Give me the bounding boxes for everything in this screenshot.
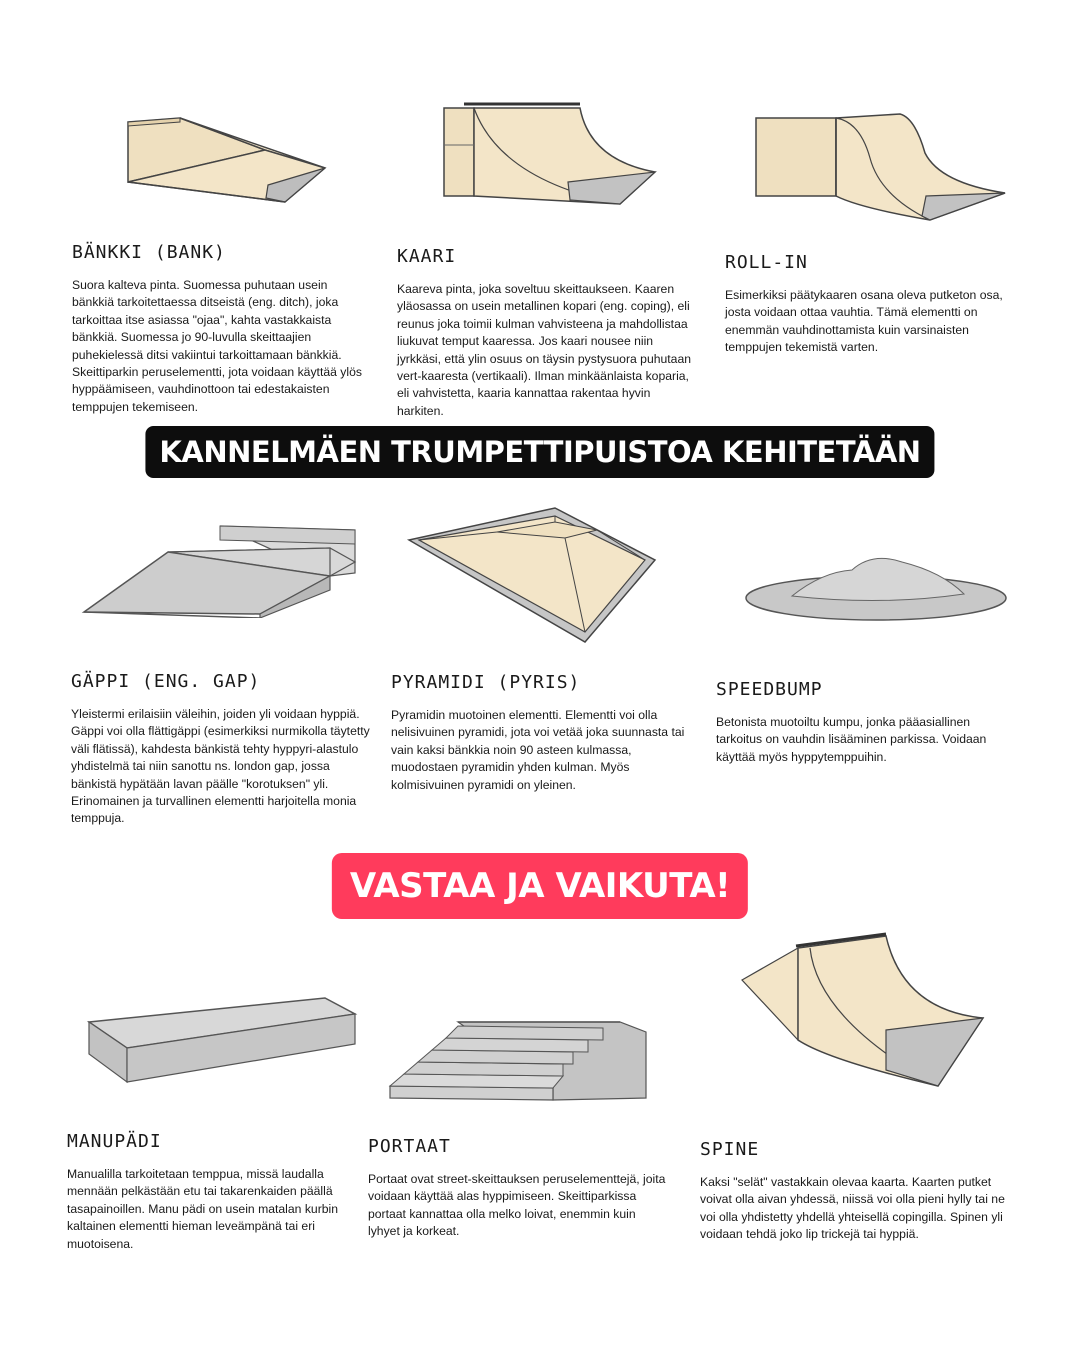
card-pyramid [391,672,691,794]
card-speedbump [716,679,1016,766]
spine-illustration [738,930,988,1090]
roll-in-illustration [750,108,1008,223]
card-title: ROLL-IN [725,252,808,273]
card-title: PORTAAT [368,1136,451,1157]
bank-illustration [120,110,335,205]
card-title: BÄNKKI (BANK) [72,242,226,263]
card-text: Betonista muotoiltu kumpu, jonka pääasiallinen tarkoitus on vauhdin lisääminen parkissa. Voidaan käyttää myös hyppytemppuihin. [716,715,987,764]
card-text: Manualilla tarkoitetaan temppua, missä laudalla mennään pelkästään etu tai takarenkaiden päällä tasapainoillen. Manu pädi on usein matalan kurbin kaltainen elementti hieman leveämpänä tai eri muotoisena. [67,1167,339,1251]
card-text: Kaareva pinta, joka soveltuu skeittaukseen. Kaaren yläosassa on usein metallinen kopari (eng. coping), eli reunus joka toimii kulman vahvisteena ja mahdollistaa liukuvat temput kaaressa. Jos kaari nousee niin jyrkkäsi, että ylin osuus on täysin pystysuora puhutaan vert-kaaresta (vertikaali). Ilman minkäänlaista koparia, eli vahvistetta, kaaria kannattaa rakentaa hyvin harkiten. [397,282,692,418]
card-title: MANUPÄDI [67,1131,162,1152]
card-text: Kaksi "selät" vastakkain olevaa kaarta. Kaarten putket voivat olla aivan yhdessä, niissä voi olla pieni hylly tai ne voi olla yhdistetty yhdellä yhteisellä copingilla. Spinen yli voidaan tehdä joko lip trickejä tai hyppiä. [700,1175,1005,1242]
pyramid-illustration [405,500,667,645]
card-text: Portaat ovat street-skeittauksen peruselementtejä, joita voidaan käyttää alas hyppimiseen. Skeittiparkissa portaat kannattaa olla melko loivat, enemmin kuin lyhyet ja korkeat. [368,1172,666,1239]
stairs-illustration [388,1018,653,1103]
card-title: GÄPPI (ENG. GAP) [71,671,261,692]
card-gap [71,671,371,828]
card-manupad [67,1131,357,1253]
card-text: Yleistermi erilaisiin väleihin, joiden yli voidaan hyppiä. Gäppi voi olla flättigäppi (esimerkiksi nurmikolla täytetty väli flätissä), kahdesta bänkistä tehty hyppyri-alastulo yhdistelmä tai niin sanottu ns. london gap, jossa bänkistä hypätään lavan päälle "korotuksen" yli. Erinomainen ja turvallinen elementti harjoitella monia temppuja. [71,707,370,826]
card-title: PYRAMIDI (PYRIS) [391,672,581,693]
card-text: Esimerkiksi päätykaaren osana oleva putketon osa, josta voidaan ottaa vauhtia. Tämä elementti on enemmän vauhdinottamista kuin varsinaisten temppujen tekemistä varten. [725,288,1003,355]
gap-illustration [80,518,365,618]
card-bank [72,242,372,416]
card-title: SPINE [700,1139,760,1160]
card-kaari [397,246,697,420]
headline-banner: KANNELMÄEN TRUMPETTIPUISTOA KEHITETÄÄN [145,426,934,478]
speedbump-illustration [742,548,1010,623]
card-stairs [368,1136,668,1241]
card-roll-in [725,252,1025,357]
card-text: Suora kalteva pinta. Suomessa puhutaan usein bänkkiä tarkoitettaessa ditseistä (eng. ditch), joka tarkoittaa itse asiassa "ojaa", kahta vastakkaista bänkkiä. Suomessa jo 90-luvulla skeittaajien puhekielessä ditsi vakiintui tarkoittamaan bänkkiä. Skeittiparkin peruselementti, jota voidaan käyttää ylös hyppäämiseen, vauhdinottoon tai edestakaisten temppujen tekemiseen. [72,278,362,414]
cta-banner[interactable]: VASTAA JA VAIKUTA! [332,853,748,919]
card-title: KAARI [397,246,457,267]
manupad-illustration [85,992,360,1092]
card-text: Pyramidin muotoinen elementti. Elementti voi olla nelisivuinen pyramidi, jota voi vetää joka suunnasta tai vain kaksi bänkkia noin 90 asteen kulmassa, muodostaen pyramidin yhden kulman. Myös kolmisivuinen pyramidi on yleinen. [391,708,685,792]
card-spine [700,1139,1015,1244]
card-title: SPEEDBUMP [716,679,823,700]
kaari-illustration [440,100,660,212]
